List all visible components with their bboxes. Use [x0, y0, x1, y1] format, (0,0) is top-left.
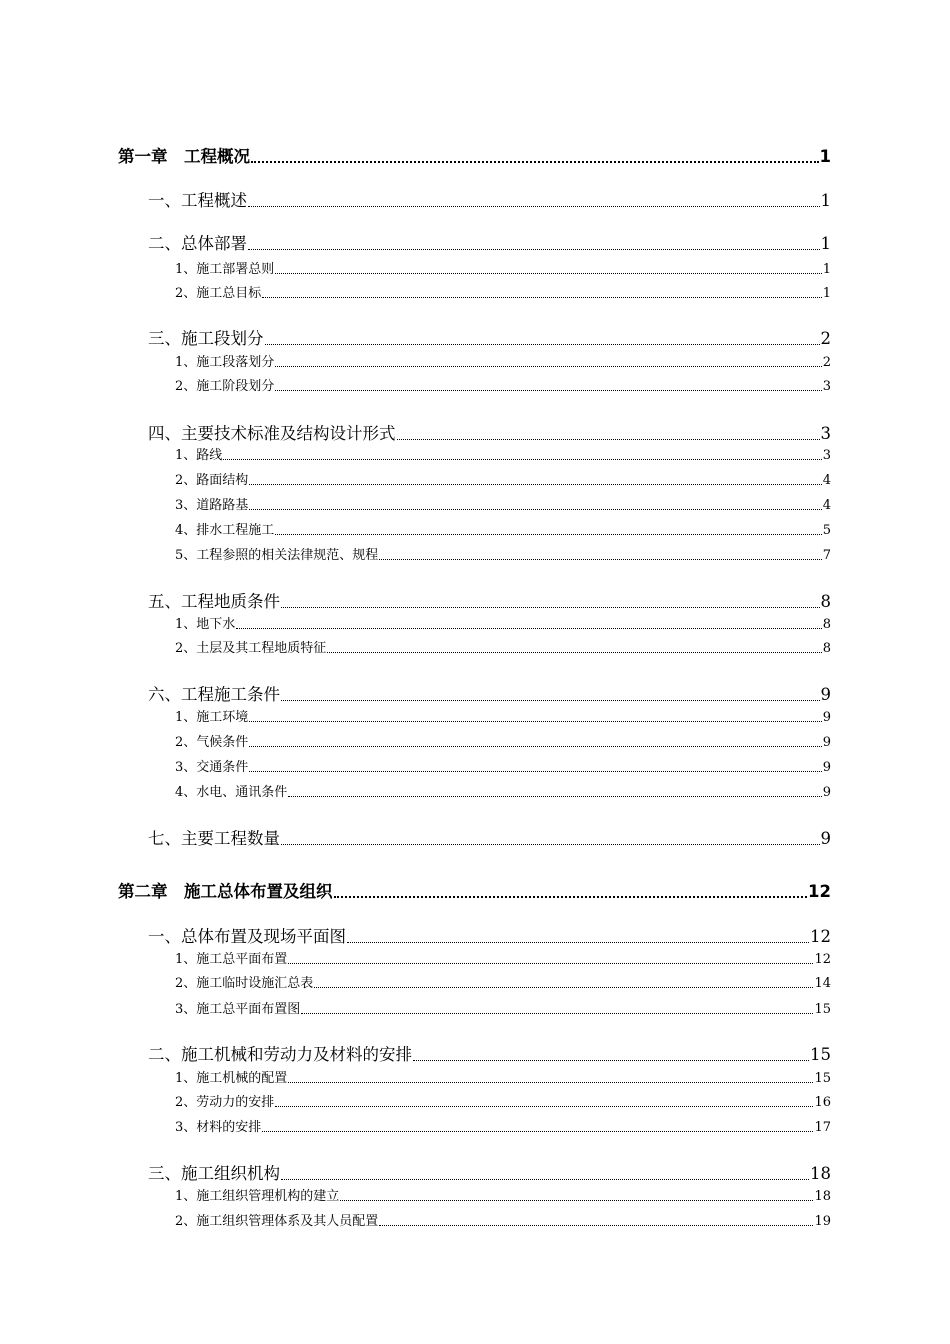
dot-leader: [275, 390, 821, 391]
toc-entry-page-number: 15: [814, 1002, 831, 1017]
dot-leader: [327, 652, 821, 653]
toc-entry-sub[interactable]: [175, 375, 831, 394]
toc-entry-sub[interactable]: [175, 444, 831, 463]
dot-leader: [262, 297, 821, 298]
toc-entry-label: 一、总体布置及现场平面图: [148, 927, 346, 946]
toc-entry-label: 二、总体部署: [148, 234, 247, 253]
dot-leader: [413, 1060, 809, 1061]
toc-entry-section[interactable]: [148, 923, 831, 947]
toc-entry-page-number: 16: [814, 1095, 831, 1110]
toc-entry-page-number: 12: [810, 927, 831, 946]
toc-entry-page-number: 5: [822, 523, 831, 538]
toc-entry-sub[interactable]: [175, 1091, 831, 1110]
toc-entry-page-number: 4: [822, 498, 831, 513]
toc-entry-page-number: 15: [810, 1045, 831, 1064]
toc-entry-label: 1、地下水: [175, 617, 236, 632]
toc-entry-page-number: 1: [819, 147, 831, 166]
dot-leader: [397, 439, 820, 440]
toc-entry-label: 2、施工组织管理体系及其人员配置: [175, 1214, 379, 1229]
toc-entry-page-number: 8: [822, 641, 831, 656]
toc-entry-label: 1、施工总平面布置: [175, 952, 288, 967]
toc-entry-label: 七、主要工程数量: [148, 829, 280, 848]
dot-leader: [262, 1131, 813, 1132]
dot-leader: [275, 1106, 813, 1107]
toc-entry-label: 3、交通条件: [175, 760, 249, 775]
dot-leader: [379, 1225, 813, 1226]
toc-entry-page-number: 14: [814, 976, 831, 991]
dot-leader: [334, 896, 808, 898]
toc-entry-label: 第一章 工程概况: [118, 147, 250, 166]
toc-entry-section[interactable]: [148, 588, 831, 612]
toc-entry-sub[interactable]: [175, 494, 831, 513]
toc-entry-section[interactable]: [148, 1160, 831, 1184]
toc-entry-sub[interactable]: [175, 972, 831, 991]
toc-entry-sub[interactable]: [175, 781, 831, 800]
toc-entry-page-number: 9: [822, 735, 831, 750]
toc-entry-label: 2、施工临时设施汇总表: [175, 976, 314, 991]
toc-entry-page-number: 15: [814, 1071, 831, 1086]
toc-entry-page-number: 1: [820, 234, 831, 253]
dot-leader: [275, 273, 821, 274]
toc-entry-label: 六、工程施工条件: [148, 685, 280, 704]
toc-entry-page-number: 1: [822, 286, 831, 301]
toc-entry-sub[interactable]: [175, 998, 831, 1017]
dot-leader: [265, 344, 820, 345]
dot-leader: [301, 1013, 813, 1014]
toc-entry-section[interactable]: [148, 1041, 831, 1065]
dot-leader: [288, 796, 821, 797]
toc-entry-sub[interactable]: [175, 282, 831, 301]
dot-leader: [223, 459, 821, 460]
dot-leader: [249, 771, 821, 772]
dot-leader: [251, 161, 819, 163]
toc-entry-chapter[interactable]: [118, 143, 831, 167]
toc-entry-label: 1、施工环境: [175, 710, 249, 725]
dot-leader: [281, 844, 820, 845]
toc-entry-label: 2、劳动力的安排: [175, 1095, 275, 1110]
toc-entry-page-number: 12: [808, 882, 831, 901]
toc-entry-section[interactable]: [148, 325, 831, 349]
toc-entry-sub[interactable]: [175, 544, 831, 563]
toc-entry-page-number: 9: [820, 829, 831, 848]
toc-entry-label: 1、路线: [175, 448, 223, 463]
toc-entry-section[interactable]: [148, 187, 831, 211]
toc-entry-sub[interactable]: [175, 756, 831, 775]
toc-entry-label: 3、材料的安排: [175, 1120, 262, 1135]
toc-entry-label: 4、排水工程施工: [175, 523, 275, 538]
dot-leader: [288, 963, 813, 964]
toc-entry-page-number: 18: [810, 1164, 831, 1183]
dot-leader: [236, 628, 821, 629]
toc-entry-label: 四、主要技术标准及结构设计形式: [148, 424, 396, 443]
toc-entry-page-number: 8: [822, 617, 831, 632]
toc-entry-page-number: 9: [822, 710, 831, 725]
toc-entry-sub[interactable]: [175, 469, 831, 488]
toc-entry-sub[interactable]: [175, 1210, 831, 1229]
toc-entry-chapter[interactable]: [118, 878, 831, 902]
toc-entry-label: 五、工程地质条件: [148, 592, 280, 611]
toc-entry-page-number: 9: [822, 785, 831, 800]
toc-entry-page-number: 8: [820, 592, 831, 611]
toc-entry-page-number: 17: [814, 1120, 831, 1135]
dot-leader: [379, 559, 821, 560]
dot-leader: [340, 1200, 813, 1201]
toc-entry-label: 3、施工总平面布置图: [175, 1002, 301, 1017]
toc-entry-label: 1、施工部署总则: [175, 262, 275, 277]
dot-leader: [288, 1082, 813, 1083]
toc-entry-section[interactable]: [148, 420, 831, 444]
toc-entry-page-number: 12: [814, 952, 831, 967]
toc-entry-page-number: 4: [822, 473, 831, 488]
toc-entry-label: 3、道路路基: [175, 498, 249, 513]
toc-entry-section[interactable]: [148, 230, 831, 254]
dot-leader: [275, 534, 821, 535]
toc-entry-label: 2、土层及其工程地质特征: [175, 641, 327, 656]
toc-entry-label: 2、施工阶段划分: [175, 379, 275, 394]
toc-entry-label: 1、施工组织管理机构的建立: [175, 1189, 340, 1204]
toc-entry-label: 1、施工段落划分: [175, 355, 275, 370]
toc-entry-page-number: 9: [820, 685, 831, 704]
toc-entry-label: 第二章 施工总体布置及组织: [118, 882, 333, 901]
toc-entry-sub[interactable]: [175, 613, 831, 632]
toc-entry-section[interactable]: [148, 681, 831, 705]
toc-entry-page-number: 7: [822, 548, 831, 563]
toc-entry-label: 5、工程参照的相关法律规范、规程: [175, 548, 379, 563]
toc-entry-page-number: 9: [822, 760, 831, 775]
toc-entry-label: 三、施工组织机构: [148, 1164, 280, 1183]
toc-entry-label: 三、施工段划分: [148, 329, 264, 348]
dot-leader: [248, 206, 820, 207]
dot-leader: [314, 987, 813, 988]
toc-entry-sub[interactable]: [175, 637, 831, 656]
toc-entry-sub[interactable]: [175, 1116, 831, 1135]
toc-entry-label: 2、施工总目标: [175, 286, 262, 301]
toc-entry-page-number: 2: [822, 355, 831, 370]
toc-entry-label: 1、施工机械的配置: [175, 1071, 288, 1086]
toc-entry-sub[interactable]: [175, 948, 831, 967]
toc-entry-label: 4、水电、通讯条件: [175, 785, 288, 800]
toc-entry-sub[interactable]: [175, 731, 831, 750]
toc-entry-label: 二、施工机械和劳动力及材料的安排: [148, 1045, 412, 1064]
toc-entry-page-number: 1: [822, 262, 831, 277]
toc-entry-page-number: 1: [820, 191, 831, 210]
toc-entry-sub[interactable]: [175, 519, 831, 538]
toc-entry-page-number: 3: [822, 448, 831, 463]
dot-leader: [248, 249, 820, 250]
dot-leader: [281, 700, 820, 701]
toc-entry-sub[interactable]: [175, 258, 831, 277]
toc-entry-label: 2、气候条件: [175, 735, 249, 750]
dot-leader: [281, 607, 820, 608]
dot-leader: [275, 366, 821, 367]
toc-entry-sub[interactable]: [175, 351, 831, 370]
toc-entry-sub[interactable]: [175, 1185, 831, 1204]
toc-entry-page-number: 2: [820, 329, 831, 348]
toc-entry-label: 2、路面结构: [175, 473, 249, 488]
toc-entry-sub[interactable]: [175, 1067, 831, 1086]
dot-leader: [249, 509, 821, 510]
toc-entry-page-number: 3: [822, 379, 831, 394]
dot-leader: [249, 746, 821, 747]
toc-entry-section[interactable]: [148, 825, 831, 849]
dot-leader: [249, 721, 821, 722]
dot-leader: [281, 1179, 809, 1180]
toc-entry-sub[interactable]: [175, 706, 831, 725]
dot-leader: [249, 484, 821, 485]
dot-leader: [347, 942, 809, 943]
toc-entry-page-number: 19: [814, 1214, 831, 1229]
toc-entry-label: 一、工程概述: [148, 191, 247, 210]
toc-entry-page-number: 3: [820, 424, 831, 443]
toc-entry-page-number: 18: [814, 1189, 831, 1204]
